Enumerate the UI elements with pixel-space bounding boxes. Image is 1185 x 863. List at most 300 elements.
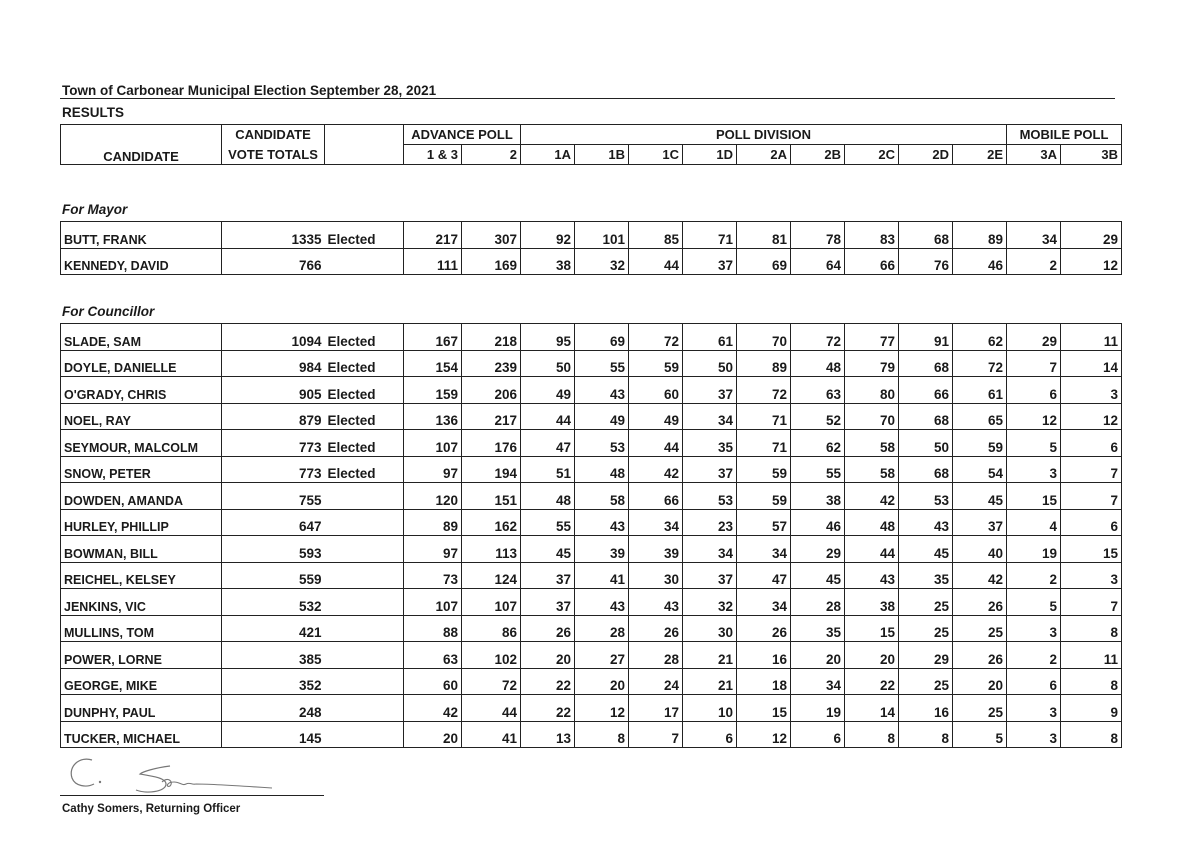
poll-votes: 97 (404, 536, 462, 563)
poll-votes: 12 (575, 695, 629, 722)
poll-votes: 59 (737, 456, 791, 483)
candidate-vote-total: 755 (222, 483, 325, 510)
candidate-status (325, 615, 404, 642)
poll-votes: 159 (404, 377, 462, 404)
poll-votes: 59 (953, 430, 1007, 457)
poll-votes: 42 (404, 695, 462, 722)
candidate-name: SLADE, SAM (61, 324, 222, 351)
candidate-vote-total: 593 (222, 536, 325, 563)
poll-votes: 68 (899, 222, 953, 249)
poll-votes: 66 (629, 483, 683, 510)
poll-votes: 34 (683, 403, 737, 430)
poll-votes: 5 (1007, 589, 1061, 616)
poll-votes: 71 (683, 222, 737, 249)
title-underline (60, 98, 1115, 99)
candidate-vote-total: 647 (222, 509, 325, 536)
candidate-row (61, 668, 1122, 695)
poll-votes: 217 (462, 403, 521, 430)
candidate-vote-total: 879 (222, 403, 325, 430)
header-column-1-3: 1 & 3 (404, 145, 462, 165)
candidate-name: HURLEY, PHILLIP (61, 509, 222, 536)
poll-votes: 24 (629, 668, 683, 695)
poll-votes: 101 (575, 222, 629, 249)
candidate-name: BUTT, FRANK (61, 222, 222, 249)
poll-votes: 218 (462, 324, 521, 351)
poll-votes: 20 (953, 668, 1007, 695)
poll-votes: 70 (737, 324, 791, 351)
poll-votes: 42 (629, 456, 683, 483)
mayor-results-table (60, 221, 1122, 275)
poll-votes: 28 (791, 589, 845, 616)
candidate-status: Elected (325, 324, 404, 351)
poll-votes: 48 (521, 483, 575, 510)
poll-votes: 46 (953, 248, 1007, 275)
poll-votes: 43 (575, 509, 629, 536)
poll-votes: 6 (1007, 377, 1061, 404)
poll-votes: 7 (1061, 456, 1122, 483)
poll-votes: 37 (521, 589, 575, 616)
poll-votes: 14 (845, 695, 899, 722)
poll-votes: 48 (575, 456, 629, 483)
candidate-row (61, 483, 1122, 510)
candidate-status (325, 668, 404, 695)
candidate-status: Elected (325, 222, 404, 249)
poll-votes: 60 (404, 668, 462, 695)
poll-votes: 194 (462, 456, 521, 483)
candidate-name: DOYLE, DANIELLE (61, 350, 222, 377)
candidate-name: NOEL, RAY (61, 403, 222, 430)
poll-votes: 77 (845, 324, 899, 351)
candidate-row (61, 589, 1122, 616)
poll-votes: 7 (1007, 350, 1061, 377)
poll-votes: 2 (1007, 248, 1061, 275)
poll-votes: 51 (521, 456, 575, 483)
poll-votes: 65 (953, 403, 1007, 430)
poll-votes: 97 (404, 456, 462, 483)
poll-votes: 25 (899, 668, 953, 695)
poll-votes: 71 (737, 430, 791, 457)
poll-votes: 23 (683, 509, 737, 536)
poll-votes: 15 (737, 695, 791, 722)
poll-votes: 2 (1007, 642, 1061, 669)
candidate-row (61, 456, 1122, 483)
poll-votes: 20 (845, 642, 899, 669)
poll-votes: 26 (737, 615, 791, 642)
candidate-vote-total: 352 (222, 668, 325, 695)
poll-votes: 41 (575, 562, 629, 589)
poll-votes: 43 (845, 562, 899, 589)
poll-votes: 43 (575, 589, 629, 616)
poll-votes: 8 (1061, 668, 1122, 695)
candidate-vote-total: 984 (222, 350, 325, 377)
poll-votes: 29 (1061, 222, 1122, 249)
signature-caption: Cathy Somers, Returning Officer (62, 803, 241, 815)
poll-votes: 53 (899, 483, 953, 510)
poll-votes: 89 (953, 222, 1007, 249)
poll-votes: 28 (629, 642, 683, 669)
poll-votes: 30 (629, 562, 683, 589)
poll-votes: 6 (1061, 430, 1122, 457)
poll-votes: 8 (575, 721, 629, 748)
candidate-status: Elected (325, 377, 404, 404)
poll-votes: 37 (683, 562, 737, 589)
poll-votes: 42 (953, 562, 1007, 589)
candidate-name: GEORGE, MIKE (61, 668, 222, 695)
candidate-status (325, 695, 404, 722)
header-column-2c: 2C (845, 145, 899, 165)
poll-votes: 50 (899, 430, 953, 457)
poll-votes: 91 (899, 324, 953, 351)
poll-votes: 53 (683, 483, 737, 510)
poll-votes: 239 (462, 350, 521, 377)
poll-votes: 39 (575, 536, 629, 563)
header-column-2: 2 (462, 145, 521, 165)
candidate-name: SEYMOUR, MALCOLM (61, 430, 222, 457)
poll-votes: 7 (1061, 589, 1122, 616)
candidate-row (61, 324, 1122, 351)
section-label-mayor: For Mayor (62, 202, 128, 217)
candidate-row (61, 642, 1122, 669)
candidate-status (325, 721, 404, 748)
poll-votes: 34 (737, 589, 791, 616)
poll-votes: 107 (462, 589, 521, 616)
poll-votes: 4 (1007, 509, 1061, 536)
poll-votes: 49 (521, 377, 575, 404)
candidate-status: Elected (325, 403, 404, 430)
poll-votes: 40 (953, 536, 1007, 563)
candidate-name: TUCKER, MICHAEL (61, 721, 222, 748)
candidate-row (61, 350, 1122, 377)
poll-votes: 45 (899, 536, 953, 563)
poll-votes: 45 (521, 536, 575, 563)
poll-votes: 151 (462, 483, 521, 510)
poll-votes: 44 (845, 536, 899, 563)
candidate-name: BOWMAN, BILL (61, 536, 222, 563)
poll-votes: 50 (683, 350, 737, 377)
poll-votes: 8 (1061, 721, 1122, 748)
candidate-row (61, 562, 1122, 589)
poll-votes: 6 (791, 721, 845, 748)
candidate-row (61, 536, 1122, 563)
poll-votes: 5 (1007, 430, 1061, 457)
poll-votes: 68 (899, 403, 953, 430)
header-column-2e: 2E (953, 145, 1007, 165)
candidate-row (61, 377, 1122, 404)
poll-votes: 66 (899, 377, 953, 404)
candidate-vote-total: 773 (222, 456, 325, 483)
poll-votes: 10 (683, 695, 737, 722)
poll-votes: 22 (845, 668, 899, 695)
poll-votes: 14 (1061, 350, 1122, 377)
poll-votes: 78 (791, 222, 845, 249)
poll-votes: 8 (1061, 615, 1122, 642)
header-vote-totals-line1: CANDIDATE (222, 125, 325, 145)
poll-votes: 21 (683, 642, 737, 669)
document-title: Town of Carbonear Municipal Election September 28, 2021 (62, 83, 437, 98)
poll-votes: 69 (737, 248, 791, 275)
poll-votes: 107 (404, 589, 462, 616)
candidate-name: JENKINS, VIC (61, 589, 222, 616)
poll-votes: 26 (521, 615, 575, 642)
poll-votes: 44 (521, 403, 575, 430)
poll-votes: 25 (953, 615, 1007, 642)
poll-votes: 73 (404, 562, 462, 589)
poll-votes: 169 (462, 248, 521, 275)
poll-votes: 54 (953, 456, 1007, 483)
poll-votes: 45 (953, 483, 1007, 510)
poll-votes: 58 (845, 430, 899, 457)
poll-votes: 206 (462, 377, 521, 404)
poll-votes: 28 (575, 615, 629, 642)
poll-votes: 38 (791, 483, 845, 510)
poll-votes: 9 (1061, 695, 1122, 722)
poll-votes: 15 (1061, 536, 1122, 563)
poll-votes: 44 (462, 695, 521, 722)
poll-votes: 17 (629, 695, 683, 722)
signature-line (60, 795, 324, 796)
poll-votes: 41 (462, 721, 521, 748)
returning-officer-signature (62, 752, 282, 796)
section-label-councillor: For Councillor (62, 304, 155, 319)
header-poll-division: POLL DIVISION (521, 125, 1007, 145)
poll-votes: 20 (575, 668, 629, 695)
poll-votes: 44 (629, 430, 683, 457)
poll-votes: 16 (737, 642, 791, 669)
poll-votes: 72 (791, 324, 845, 351)
poll-votes: 3 (1007, 456, 1061, 483)
poll-votes: 34 (629, 509, 683, 536)
poll-votes: 37 (953, 509, 1007, 536)
poll-votes: 29 (791, 536, 845, 563)
header-status-blank (325, 125, 404, 165)
candidate-vote-total: 766 (222, 248, 325, 275)
poll-votes: 63 (404, 642, 462, 669)
poll-votes: 95 (521, 324, 575, 351)
poll-votes: 6 (1061, 509, 1122, 536)
poll-votes: 167 (404, 324, 462, 351)
poll-votes: 30 (683, 615, 737, 642)
poll-votes: 58 (845, 456, 899, 483)
poll-votes: 154 (404, 350, 462, 377)
poll-votes: 7 (629, 721, 683, 748)
header-advance-poll: ADVANCE POLL (404, 125, 521, 145)
poll-votes: 20 (791, 642, 845, 669)
poll-votes: 2 (1007, 562, 1061, 589)
poll-votes: 35 (899, 562, 953, 589)
poll-votes: 25 (899, 615, 953, 642)
header-column-1b: 1B (575, 145, 629, 165)
poll-votes: 92 (521, 222, 575, 249)
poll-votes: 39 (629, 536, 683, 563)
poll-votes: 50 (521, 350, 575, 377)
poll-votes: 107 (404, 430, 462, 457)
poll-votes: 52 (791, 403, 845, 430)
candidate-vote-total: 248 (222, 695, 325, 722)
poll-votes: 62 (791, 430, 845, 457)
header-column-3a: 3A (1007, 145, 1061, 165)
poll-votes: 72 (953, 350, 1007, 377)
candidate-status (325, 248, 404, 275)
poll-votes: 3 (1007, 615, 1061, 642)
poll-votes: 12 (1061, 248, 1122, 275)
poll-votes: 60 (629, 377, 683, 404)
poll-votes: 111 (404, 248, 462, 275)
poll-votes: 120 (404, 483, 462, 510)
candidate-vote-total: 532 (222, 589, 325, 616)
candidate-name: DUNPHY, PAUL (61, 695, 222, 722)
candidate-vote-total: 385 (222, 642, 325, 669)
poll-votes: 15 (1007, 483, 1061, 510)
poll-votes: 86 (462, 615, 521, 642)
poll-votes: 34 (791, 668, 845, 695)
header-column-2a: 2A (737, 145, 791, 165)
poll-votes: 68 (899, 456, 953, 483)
poll-votes: 3 (1061, 377, 1122, 404)
candidate-vote-total: 1335 (222, 222, 325, 249)
poll-votes: 47 (521, 430, 575, 457)
poll-votes: 47 (737, 562, 791, 589)
poll-votes: 61 (683, 324, 737, 351)
candidate-name: KENNEDY, DAVID (61, 248, 222, 275)
poll-votes: 3 (1061, 562, 1122, 589)
poll-votes: 58 (575, 483, 629, 510)
candidate-name: O'GRADY, CHRIS (61, 377, 222, 404)
candidate-row (61, 430, 1122, 457)
poll-votes: 113 (462, 536, 521, 563)
poll-votes: 34 (737, 536, 791, 563)
poll-votes: 5 (953, 721, 1007, 748)
poll-votes: 20 (521, 642, 575, 669)
poll-votes: 15 (845, 615, 899, 642)
candidate-vote-total: 773 (222, 430, 325, 457)
poll-votes: 81 (737, 222, 791, 249)
poll-votes: 19 (1007, 536, 1061, 563)
poll-votes: 80 (845, 377, 899, 404)
poll-votes: 43 (899, 509, 953, 536)
poll-votes: 72 (737, 377, 791, 404)
poll-votes: 59 (629, 350, 683, 377)
candidate-status (325, 589, 404, 616)
candidate-status (325, 562, 404, 589)
header-column-1d: 1D (683, 145, 737, 165)
poll-votes: 3 (1007, 721, 1061, 748)
poll-votes: 34 (683, 536, 737, 563)
poll-votes: 64 (791, 248, 845, 275)
poll-votes: 34 (1007, 222, 1061, 249)
candidate-status (325, 642, 404, 669)
candidate-name: DOWDEN, AMANDA (61, 483, 222, 510)
candidate-row (61, 403, 1122, 430)
poll-votes: 8 (845, 721, 899, 748)
poll-votes: 79 (845, 350, 899, 377)
poll-votes: 29 (899, 642, 953, 669)
poll-votes: 6 (1007, 668, 1061, 695)
poll-votes: 307 (462, 222, 521, 249)
poll-votes: 57 (737, 509, 791, 536)
poll-votes: 66 (845, 248, 899, 275)
poll-votes: 42 (845, 483, 899, 510)
poll-votes: 62 (953, 324, 1007, 351)
poll-votes: 89 (737, 350, 791, 377)
poll-votes: 217 (404, 222, 462, 249)
poll-votes: 85 (629, 222, 683, 249)
candidate-status (325, 536, 404, 563)
candidate-row (61, 615, 1122, 642)
poll-votes: 26 (629, 615, 683, 642)
poll-votes: 68 (899, 350, 953, 377)
poll-votes: 55 (791, 456, 845, 483)
poll-votes: 35 (791, 615, 845, 642)
poll-votes: 176 (462, 430, 521, 457)
poll-votes: 37 (683, 377, 737, 404)
poll-votes: 43 (575, 377, 629, 404)
candidate-vote-total: 421 (222, 615, 325, 642)
poll-votes: 12 (737, 721, 791, 748)
candidate-vote-total: 905 (222, 377, 325, 404)
poll-votes: 88 (404, 615, 462, 642)
poll-votes: 27 (575, 642, 629, 669)
candidate-row (61, 509, 1122, 536)
poll-votes: 8 (899, 721, 953, 748)
poll-votes: 26 (953, 642, 1007, 669)
poll-votes: 83 (845, 222, 899, 249)
poll-votes: 102 (462, 642, 521, 669)
poll-votes: 55 (521, 509, 575, 536)
header-column-1c: 1C (629, 145, 683, 165)
poll-votes: 12 (1007, 403, 1061, 430)
poll-votes: 43 (629, 589, 683, 616)
header-column-2d: 2D (899, 145, 953, 165)
candidate-vote-total: 145 (222, 721, 325, 748)
poll-votes: 20 (404, 721, 462, 748)
poll-votes: 63 (791, 377, 845, 404)
poll-votes: 45 (791, 562, 845, 589)
poll-votes: 48 (845, 509, 899, 536)
header-column-2b: 2B (791, 145, 845, 165)
candidate-vote-total: 559 (222, 562, 325, 589)
poll-votes: 55 (575, 350, 629, 377)
header-column-1a: 1A (521, 145, 575, 165)
header-vote-totals-line2: VOTE TOTALS (222, 145, 325, 165)
poll-votes: 49 (575, 403, 629, 430)
poll-votes: 19 (791, 695, 845, 722)
poll-votes: 72 (462, 668, 521, 695)
councillor-results-table (60, 323, 1122, 748)
candidate-status (325, 483, 404, 510)
poll-votes: 13 (521, 721, 575, 748)
candidate-status: Elected (325, 430, 404, 457)
poll-votes: 22 (521, 695, 575, 722)
poll-votes: 32 (683, 589, 737, 616)
poll-votes: 3 (1007, 695, 1061, 722)
poll-votes: 16 (899, 695, 953, 722)
candidate-name: POWER, LORNE (61, 642, 222, 669)
poll-votes: 46 (791, 509, 845, 536)
poll-votes: 48 (791, 350, 845, 377)
poll-votes: 72 (629, 324, 683, 351)
candidate-status (325, 509, 404, 536)
candidate-row (61, 222, 1122, 249)
results-heading: RESULTS (62, 105, 125, 120)
poll-votes: 7 (1061, 483, 1122, 510)
poll-votes: 37 (683, 456, 737, 483)
poll-votes: 76 (899, 248, 953, 275)
poll-votes: 53 (575, 430, 629, 457)
candidate-name: SNOW, PETER (61, 456, 222, 483)
poll-votes: 49 (629, 403, 683, 430)
poll-votes: 35 (683, 430, 737, 457)
candidate-status: Elected (325, 350, 404, 377)
